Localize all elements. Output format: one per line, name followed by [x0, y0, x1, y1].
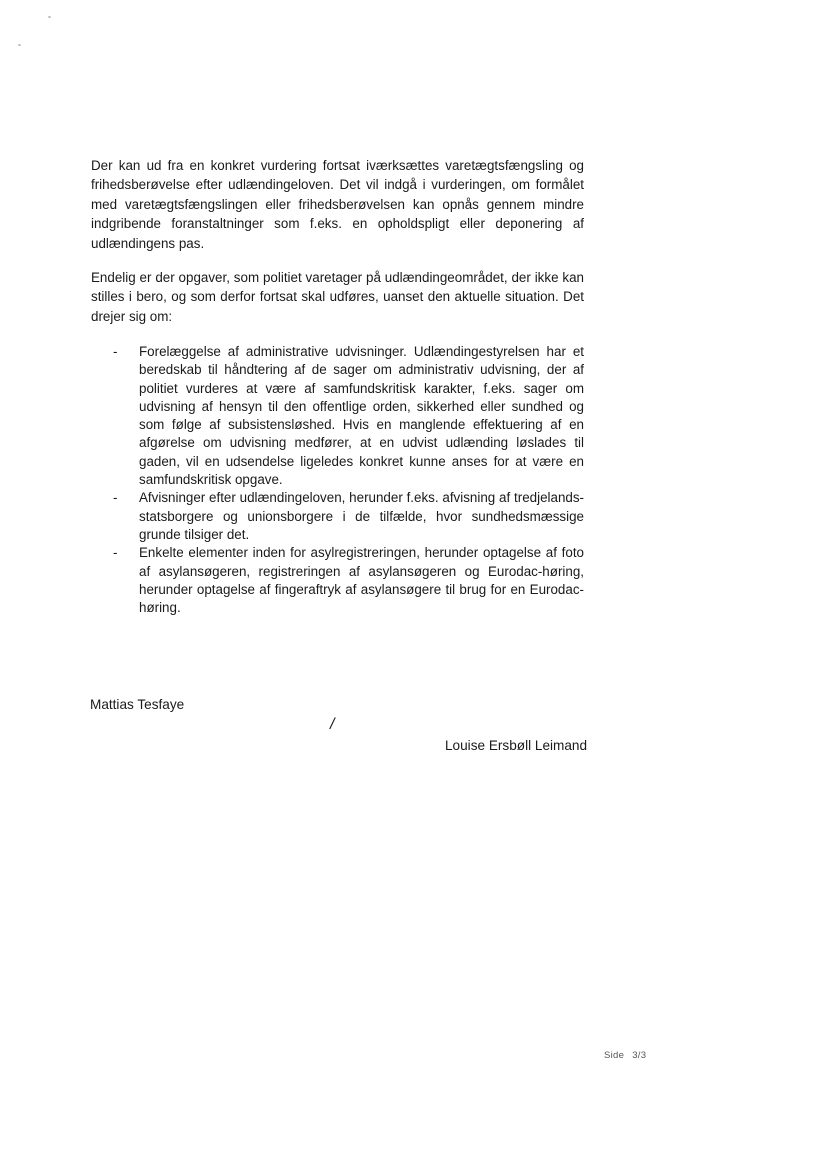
list-item [91, 489, 584, 544]
body-paragraph-detention: Der kan ud fra en konkret vurdering fortsat iværksættes varetægtsfængsling og frihedsberøvelse efter udlændingeloven. Det vil indgå i vurderingen, om formålet med varetægtsfængslingen eller frihedsberøvelsen kan opnås gennem mindre indgribende foranstaltninger som f.eks. en opholdspligt eller deponering af udlændingens pas. [91, 158, 584, 251]
bullet-marker: - [113, 344, 118, 359]
bullet-marker: - [113, 490, 118, 506]
list-item-text: Enkelte elementer inden for asylregistreringen, herunder optagelse af foto af asylansøgeren, registreringen af asylansøgeren og Eurodac-høring, herunder optagelse af fingeraftryk af asylansøgere til brug for en Eurodac-høring. [139, 545, 584, 616]
page-number [604, 1050, 646, 1061]
task-bullet-list [91, 343, 584, 617]
scan-artifact [48, 16, 51, 18]
signature-minister: Mattias Tesfaye [90, 697, 185, 712]
list-item [91, 544, 584, 617]
signature-official: Louise Ersbøll Leimand [445, 738, 588, 753]
signature-separator: / [330, 716, 335, 733]
page-label: Side [604, 1050, 625, 1061]
bullet-marker: - [113, 545, 118, 561]
list-item-text: Forelæggelse af administrative udvisninger. Udlændingestyrelsen har et beredskab til håndtering af de sager om administrativ udvisning, der af politiet vurderes at være af samfundskritisk karakter, f.eks. sager om udvisning af hensyn til den offentlige orden, sikkerhed eller sundhed og som følge af subsistensløshed. Hvis en manglende effektuering af en afgørelse om udvisning medfører, at en udvist udlænding løslades til gaden, vil en udsendelse ligeledes konkret kunne anses for at være en samfundskritisk opgave. [139, 344, 584, 488]
body-paragraph-tasks-intro: Endelig er der opgaver, som politiet varetager på udlændingeområdet, der ikke kan stilles i bero, og som derfor fortsat skal udføres, uanset den aktuelle situation. Det drejer sig om: [91, 270, 584, 324]
list-item-text: Afvisninger efter udlændingeloven, herunder f.eks. afvisning af tredjelands-statsborgere og unionsborgere i de tilfælde, hvor sundhedsmæssige grunde tilsiger det. [139, 490, 584, 542]
page-count: 3/3 [632, 1050, 647, 1061]
scan-artifact [18, 44, 21, 46]
list-item [91, 343, 584, 489]
